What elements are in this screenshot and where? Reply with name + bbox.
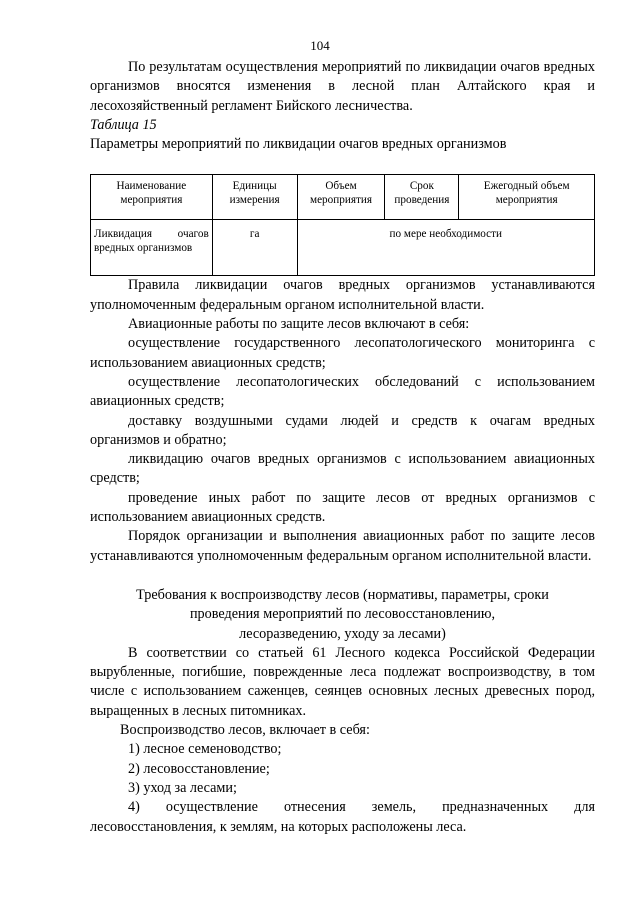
table-caption: Таблица 15 — [90, 116, 157, 133]
table-header-row — [91, 175, 595, 220]
list-item: 4) осуществление отнесения земель, предназначенных для лесовосстановления, к землям, на которых расположены леса. — [90, 799, 595, 835]
table-cell-name: Ликвидация очагов вредных организмов — [91, 220, 213, 276]
table-header-cell: Наименование мероприятия — [91, 175, 213, 220]
table-header-cell: Единицы измерения — [212, 175, 297, 220]
table-header-cell: Срок проведения — [385, 175, 459, 220]
page-number: 104 — [310, 38, 330, 53]
list-item: ликвидацию очагов вредных организмов с использованием авиационных средств; — [90, 451, 595, 487]
section-heading-line: проведения мероприятий по лесовосстановлению, — [189, 606, 496, 623]
table-title: Параметры мероприятий по ликвидации очагов вредных организмов — [90, 136, 507, 153]
paragraph: Авиационные работы по защите лесов включают в себя: — [128, 316, 470, 333]
list-item: 1) лесное семеноводство; — [128, 741, 282, 758]
paragraph: Воспроизводство лесов, включает в себя: — [120, 722, 370, 739]
list-item: доставку воздушными судами людей и средств к очагам вредных организмов и обратно; — [90, 412, 595, 448]
paragraph: Правила ликвидации очагов вредных организмов устанавливаются уполномоченным федеральным органом исполнительной власти. — [90, 277, 595, 313]
parameters-table — [90, 174, 595, 276]
section-heading — [90, 586, 595, 644]
table-cell-unit: га — [212, 220, 297, 276]
table-header-cell: Объем мероприятия — [297, 175, 385, 220]
paragraph: Порядок организации и выполнения авиационных работ по защите лесов устанавливаются уполномоченным федеральным органом исполнительной власти. — [90, 528, 595, 564]
document-body — [90, 58, 595, 837]
paragraph: В соответствии со статьей 61 Лесного кодекса Российской Федерации вырубленные, погибшие, поврежденные леса подлежат воспроизводству, в том числе с использованием саженцев, сеянцев основных лесных древесных пород, выращенных в лесных питомниках. — [90, 644, 595, 719]
list-item: 3) уход за лесами; — [128, 779, 237, 796]
table-cell-merged: по мере необходимости — [297, 220, 594, 276]
section-heading-line: Требования к воспроизводству лесов (нормативы, параметры, сроки — [136, 586, 549, 603]
section-heading-line: лесоразведению, уходу за лесами) — [239, 625, 446, 642]
list-item: проведение иных работ по защите лесов от вредных организмов с использованием авиационных средств. — [90, 489, 595, 526]
list-item: 2) лесовосстановление; — [128, 760, 270, 777]
list-item: осуществление государственного лесопатологического мониторинга с использованием авиационных средств; — [90, 335, 595, 371]
table-header-cell: Ежегодный объем мероприятия — [459, 175, 595, 220]
intro-paragraph: По результатам осуществления мероприятий по ликвидации очагов вредных организмов вносятся изменения в лесной план Алтайского края и лесохозяйственный регламент Бийского лесничества. — [90, 59, 595, 114]
list-item: осуществление лесопатологических обследований с использованием авиационных средств; — [90, 373, 595, 410]
table-row — [91, 220, 595, 276]
